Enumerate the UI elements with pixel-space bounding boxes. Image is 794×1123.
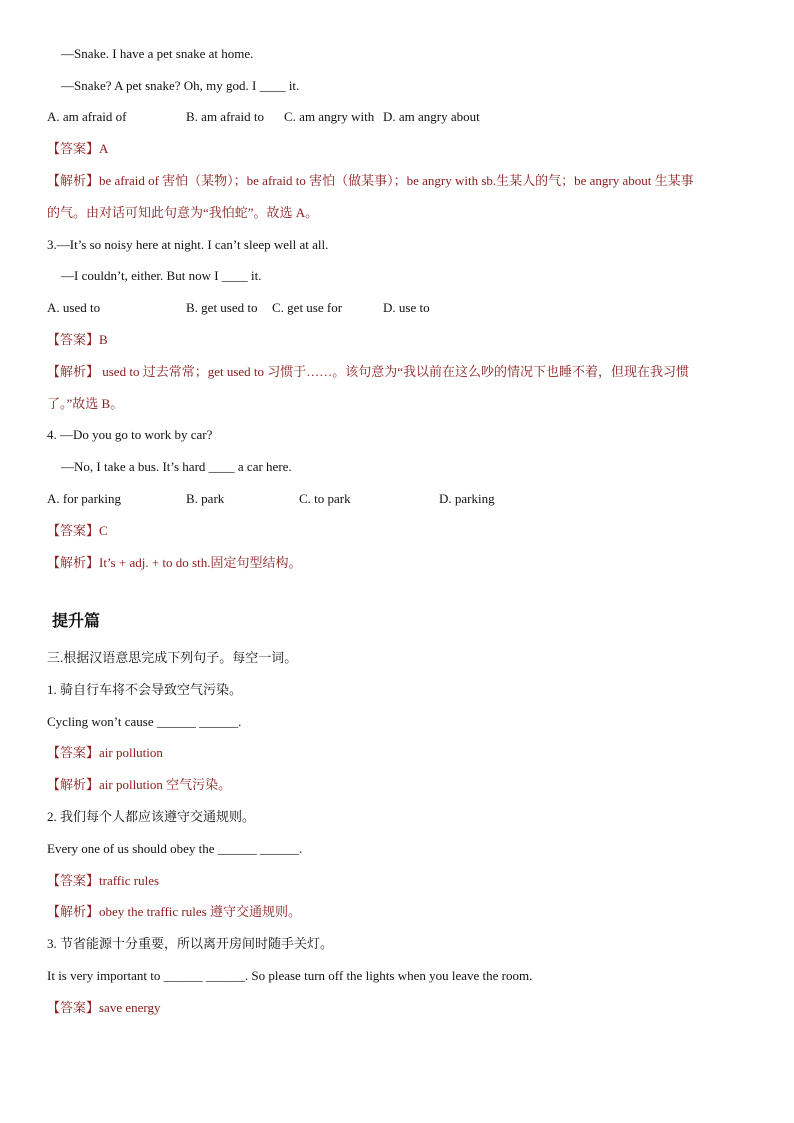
q2-analysis-line-2: 的气。由对话可知此句意为“我怕蛇”。故选 A。 [47, 205, 319, 220]
s2-chinese-prompt: 2. 我们每个人都应该遵守交通规则。 [47, 809, 256, 824]
q2-answer: 【答案】A [47, 141, 109, 156]
section-heading: 提升篇 [52, 611, 101, 630]
q3-option-b: B. get used to [186, 300, 258, 315]
q2-option-c: C. am angry with [284, 109, 375, 124]
s3-answer: 【答案】save energy [47, 1000, 161, 1015]
s2-english-sentence: Every one of us should obey the ______ ______. [47, 841, 303, 856]
s1-english-sentence: Cycling won’t cause ______ ______. [47, 714, 242, 729]
q3-option-a: A. used to [47, 300, 101, 315]
q3-stem-line-1: 3.—It’s so noisy here at night. I can’t sleep well at all. [47, 237, 329, 252]
q4-stem-line-2: —No, I take a bus. It’s hard ____ a car here. [61, 459, 292, 474]
q3-answer: 【答案】B [47, 332, 108, 347]
q2-dialogue-line-2: —Snake? A pet snake? Oh, my god. I ____ it. [61, 78, 300, 93]
q3-option-c: C. get use for [272, 300, 343, 315]
q2-option-d: D. am angry about [383, 109, 480, 124]
q4-option-d: D. parking [439, 491, 495, 506]
s3-chinese-prompt: 3. 节省能源十分重要，所以离开房间时随手关灯。 [47, 936, 334, 951]
q4-option-a: A. for parking [47, 491, 122, 506]
q2-analysis-line-1: 【解析】be afraid of 害怕（某物）；be afraid to 害怕（做某事）；be angry with sb.生某人的气；be angry about 生某事 [47, 173, 694, 188]
q3-stem-line-2: —I couldn’t, either. But now I ____ it. [61, 268, 262, 283]
s1-chinese-prompt: 1. 骑自行车将不会导致空气污染。 [47, 682, 243, 697]
s1-answer: 【答案】air pollution [47, 745, 163, 760]
q4-stem-line-1: 4. —Do you go to work by car? [47, 427, 213, 442]
q4-option-c: C. to park [299, 491, 351, 506]
q4-answer: 【答案】C [47, 523, 108, 538]
q2-option-a: A. am afraid of [47, 109, 127, 124]
q3-analysis-line-2: 了。”故选 B。 [47, 396, 124, 411]
s3-english-sentence: It is very important to ______ ______. So please turn off the lights when you leave the room. [47, 968, 533, 983]
q2-dialogue-line-1: —Snake. I have a pet snake at home. [61, 46, 254, 61]
section-instruction: 三.根据汉语意思完成下列句子。每空一词。 [47, 650, 298, 665]
q3-analysis-line-1: 【解析】 used to 过去常常；get used to 习惯于……。该句意为“我以前在这么吵的情况下也睡不着，但现在我习惯 [47, 364, 690, 379]
q4-analysis: 【解析】It’s + adj. + to do sth.固定句型结构。 [47, 555, 302, 570]
s2-analysis: 【解析】obey the traffic rules 遵守交通规则。 [47, 904, 301, 919]
s2-answer: 【答案】traffic rules [47, 873, 160, 888]
q4-option-b: B. park [186, 491, 225, 506]
q2-option-b: B. am afraid to [186, 109, 264, 124]
s1-analysis: 【解析】air pollution 空气污染。 [47, 777, 232, 792]
q3-option-d: D. use to [383, 300, 430, 315]
